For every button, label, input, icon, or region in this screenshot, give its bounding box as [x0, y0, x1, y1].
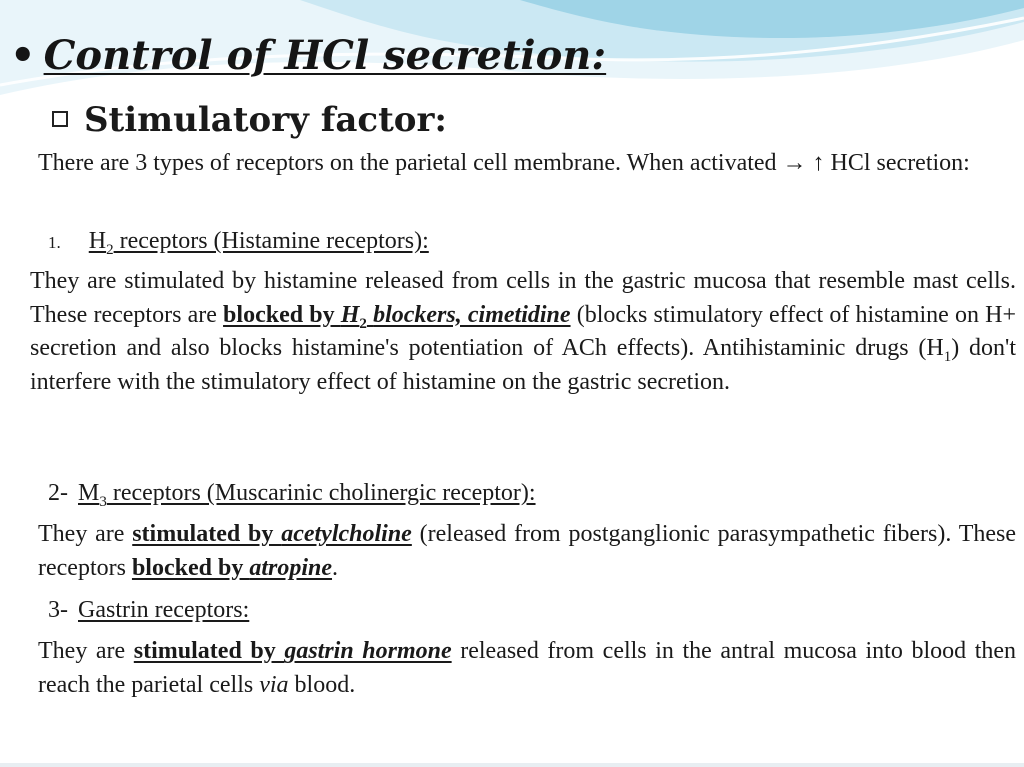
- receptor-1-paragraph: They are stimulated by histamine released from cells in the gastric mucosa that resemble mast cells. These receptors are blocked by $H_2$ blockers, cimetidine (blocks stimulatory effect of histamine on H+ secretion and also blocks histamine's potentiation of ACh effects). Antihistaminic drugs $(H_1)$ don't interfere with the stimulatory effect of histamine on the gastric secretion.: [30, 268, 1017, 395]
- receptor-1-heading: [48, 228, 429, 258]
- gastrin-phrase: stimulated by gastrin hormone: [133, 638, 452, 664]
- intro-paragraph: There are 3 types of receptors on the parietal cell membrane. When activated → ↑ HCl secretion:: [38, 150, 970, 176]
- receptor-1-title: $H_2$ receptors (Histamine receptors):: [88, 228, 429, 258]
- checkbox-icon: [52, 111, 68, 127]
- subheading-text: Stimulatory factor:: [84, 100, 447, 140]
- receptor-2-heading: [48, 480, 536, 510]
- receptor-3-heading: [48, 597, 249, 624]
- receptor-3-paragraph: They are stimulated by gastrin hormone released from cells in the antral mucosa into blood then reach the parietal cells via blood.: [38, 638, 1017, 698]
- receptor-2-title: $M_3$ receptors (Muscarinic cholinergic receptor):: [78, 480, 536, 510]
- atropine-phrase: blocked by atropine: [131, 554, 333, 581]
- title-text: Control of HCl secretion:: [43, 32, 607, 79]
- receptor-3-title: Gastrin receptors:: [78, 597, 250, 623]
- receptor-2-number: 2-: [48, 480, 68, 506]
- receptor-3-number: 3-: [48, 597, 68, 623]
- acetylcholine-phrase: stimulated by acetylcholine: [132, 521, 412, 547]
- receptor-2-paragraph: They are stimulated by acetylcholine (released from postganglionic parasympathetic fibers). These receptors blocked by atropine.: [38, 521, 1016, 581]
- h2-blocker-phrase: blocked by $H_2$ blockers, cimetidine: [223, 301, 571, 332]
- slide-title: [10, 32, 606, 79]
- bottom-border: [0, 763, 1024, 767]
- title-bullet: •: [10, 32, 36, 79]
- subheading: [52, 100, 447, 140]
- receptor-1-number: 1.: [48, 233, 61, 252]
